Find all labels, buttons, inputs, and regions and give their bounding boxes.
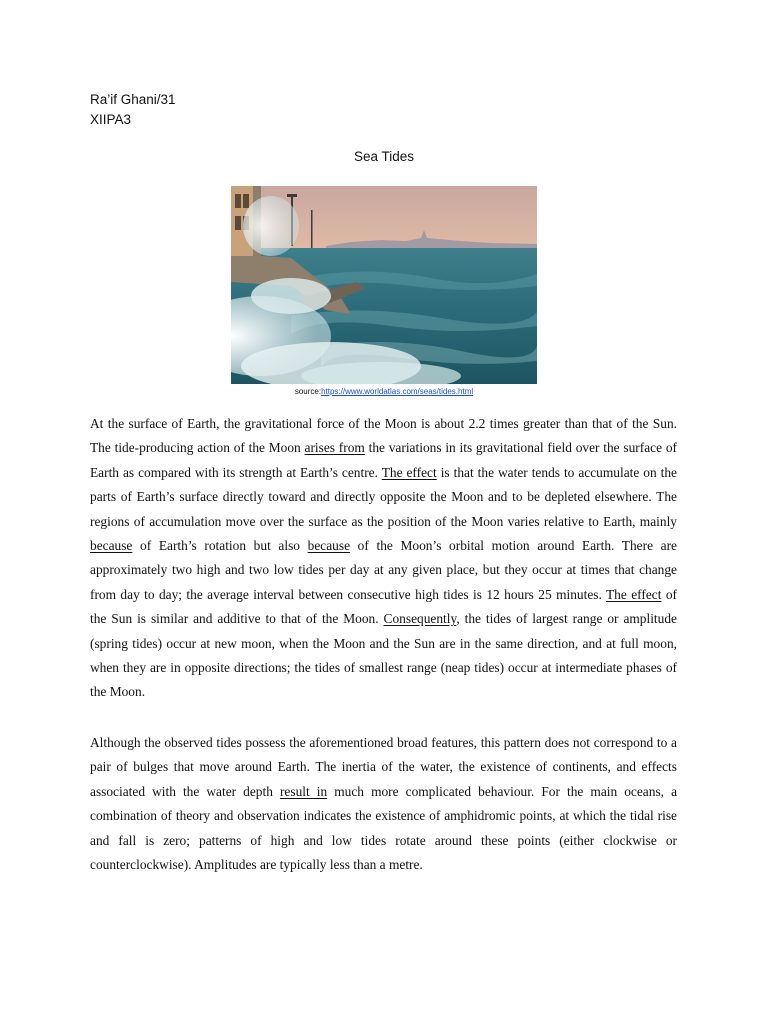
paragraph-1	[90, 412, 677, 705]
underlined-phrase: arises from	[304, 440, 365, 456]
underlined-phrase: because	[307, 538, 351, 554]
sea-tides-photo	[231, 186, 537, 384]
source-link[interactable]: https://www.worldatlas.com/seas/tides.html	[321, 387, 474, 396]
text-run: , the tides of largest range or amplitude (spring tides) occur at new moon, when the Moon and the Sun are in the same direction, and at full moon, when they are in opposite directions; the tides of smallest range (neap tides) occur at intermediate phases of the Moon.	[90, 611, 677, 700]
underlined-phrase: The effect	[381, 464, 437, 480]
text-run: Although the observed tides possess the aforementioned broad features, this pattern does not correspond to a pair of bulges that move around Earth. The inertia of the water, the existence of continents, and effects associated with the water depth	[90, 735, 677, 799]
text-run: of Earth’s rotation but also	[132, 538, 308, 554]
document-title: Sea Tides	[353, 149, 415, 164]
underlined-phrase: result in	[279, 783, 328, 799]
paragraph-2	[90, 731, 677, 877]
underlined-phrase: because	[90, 538, 133, 554]
text-run: of the Moon’s orbital motion around Earth. There are approximately two high and two low tides per day at any given place, but they occur at times that change from day to day; the average interval between consecutive high tides is 12 hours 25 minutes.	[90, 538, 677, 602]
text-run: the variations in its gravitational field over the surface of Earth as compared with its strength at Earth’s centre.	[90, 440, 677, 480]
underlined-phrase: Consequently	[383, 611, 457, 627]
text-run: is that the water tends to accumulate on the parts of Earth’s surface directly toward and directly opposite the Moon and to be depleted elsewhere. The regions of accumulation move over the surface as the position of the Moon varies relative to Earth, mainly	[90, 464, 677, 529]
text-run: of the Sun is similar and additive to that of the Moon.	[90, 586, 677, 627]
class-line: XIIPA3	[90, 112, 132, 127]
image-caption	[0, 387, 768, 396]
text-run: At the surface of Earth, the gravitational force of the Moon is about 2.2 times greater than that of the Sun. The tide-producing action of the Moon	[90, 416, 677, 456]
caption-prefix: source:	[294, 387, 322, 396]
author-line: Ra’if Ghani/31	[90, 92, 176, 107]
text-run: much more complicated behaviour. For the main oceans, a combination of theory and observation indicates the existence of amphidromic points, at which the tidal rise and fall is zero; patterns of high and low tides rotate around these points (either clockwise or counterclockwise). Amplitudes are typically less than a metre.	[90, 783, 678, 873]
underlined-phrase: The effect	[605, 586, 662, 602]
